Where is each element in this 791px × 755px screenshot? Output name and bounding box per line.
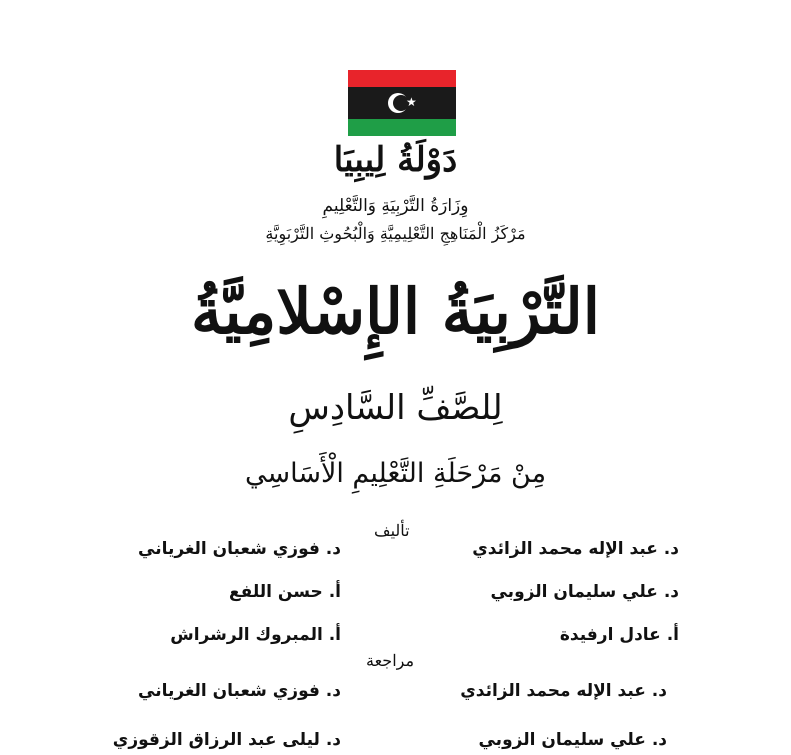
author-name: د. فوزي شعبان الغرياني [138,539,341,559]
state-name: دَوْلَةُ لِيبِيَا [333,140,458,180]
education-stage: مِنْ مَرْحَلَةِ التَّعْلِيمِ الْأَسَاسِي [244,458,547,489]
reviewer-name: د. فوزي شعبان الغرياني [138,681,341,701]
authoring-label: تأليف [374,521,410,540]
reviewer-name: د. علي سليمان الزوبي [478,730,667,750]
author-row [0,577,791,607]
author-name: د. علي سليمان الزوبي [490,582,679,602]
author-row [0,534,791,564]
subject-title: التَّرْبِيَةُ الإِسْلامِيَّةُ [191,275,600,348]
author-row [0,620,791,650]
grade-title: لِلصَّفِّ السَّادِسِ [288,388,503,428]
reviewer-row [0,676,791,706]
flag-black-stripe [348,87,456,119]
author-name: أ. حسن اللفع [229,582,341,602]
reviewer-name: د. عبد الإله محمد الزائدي [460,681,667,701]
flag-green-stripe [348,119,456,136]
author-name: د. عبد الإله محمد الزائدي [472,539,679,559]
curriculum-center-name: مَرْكَزُ الْمَنَاهِجِ التَّعْلِيمِيَّةِ وَالْبُحُوثِ التَّرْبَوِيَّةِ [265,224,526,243]
reviewer-row [0,725,791,755]
ministry-name: وِزَارَةُ التَّرْبِيَةِ وَالتَّعْلِيمِ [322,196,469,216]
reviewer-name: د. ليلى عبد الرزاق الزقوزي [112,730,341,750]
author-name: أ. المبروك الرشراش [170,625,341,645]
libya-flag [348,70,456,136]
flag-red-stripe [348,70,456,87]
author-name: أ. عادل ارفيدة [559,625,679,645]
star-icon: ★ [406,95,417,109]
review-label: مراجعة [366,651,415,670]
